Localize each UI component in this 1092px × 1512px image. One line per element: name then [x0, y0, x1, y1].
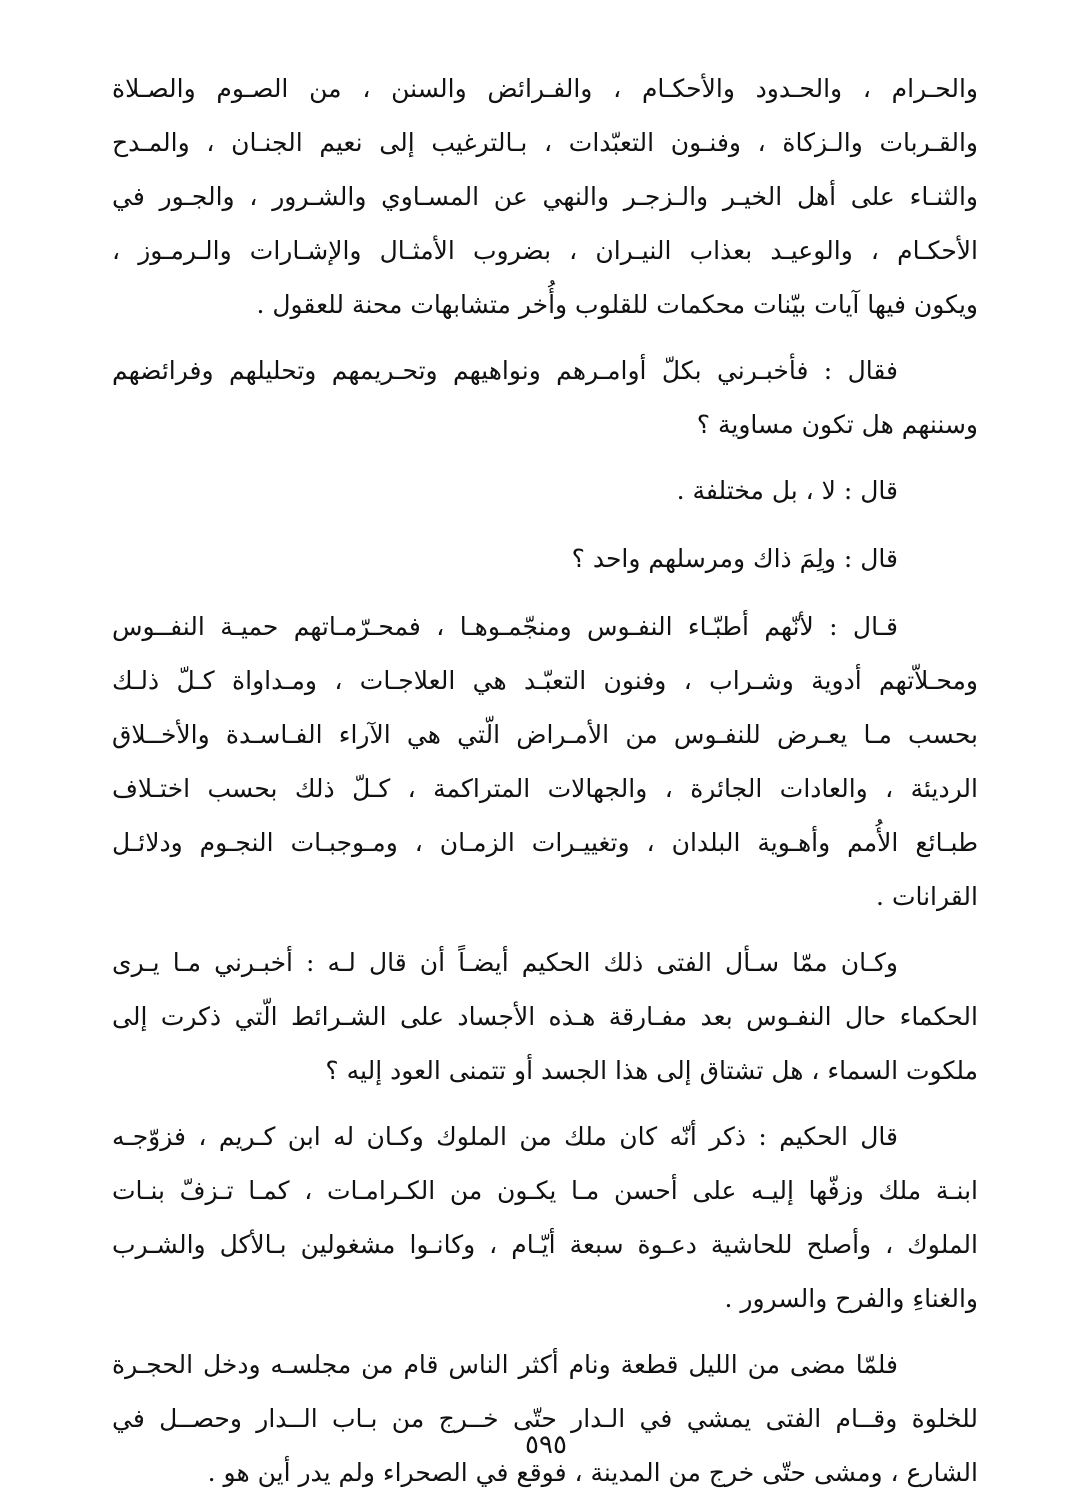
- paragraph: [112, 344, 978, 452]
- text-line: قـال : لأنّهم أطبّـاء النفـوس ومنجّمـوهـا ، فمحـرّمـاتهم حميـة النفــوس: [112, 612, 898, 641]
- paragraph: [112, 62, 978, 332]
- paragraph: [112, 1338, 978, 1500]
- text-line: طبـائع الأُمم وأهـوية البلدان ، وتغييـرات الزمـان ، ومـوجبـات النجـوم ودلائـل: [112, 828, 978, 857]
- text-line: ابنـة ملك وزفّها إليـه على أحسن مـا يكـون من الكـرامـات ، كمـا تـزفّ بنـات: [112, 1176, 978, 1205]
- text-line: وكـان ممّا سـأل الفتى ذلك الحكيم أيضـاً أن قال لـه : أخبـرني مـا يـرى: [112, 948, 898, 977]
- text-line: القرانات .: [876, 882, 978, 911]
- text-line: الحكماء حال النفـوس بعد مفـارقة هـذه الأجساد على الشـرائط الّتي ذكرت إلى: [112, 1002, 978, 1031]
- text-line: الشارع ، ومشى حتّى خرج من المدينة ، فوقع في الصحراء ولم يدر أين هو .: [207, 1458, 978, 1487]
- page-number: ٥٩٥: [525, 1430, 567, 1460]
- text-line: ويكون فيها آيات بيّنات محكمات للقلوب وأُخر متشابهات محنة للعقول .: [256, 290, 978, 319]
- text-line: ملكوت السماء ، هل تشتاق إلى هذا الجسد أو تتمنى العود إليه ؟: [325, 1056, 978, 1085]
- text-line: ومحـلاّتهم أدوية وشـراب ، وفنون التعبّـد هي العلاجـات ، ومـداواة كـلّ ذلـك: [112, 666, 978, 695]
- text-line: قال الحكيم : ذكر أنّه كان ملك من الملوك وكـان له ابن كـريم ، فزوّجـه: [112, 1122, 898, 1151]
- text-line: والقـربات والـزكاة ، وفنـون التعبّدات ، بـالترغيب إلى نعيم الجنـان ، والمـدح: [112, 128, 978, 157]
- book-page-text: [112, 62, 978, 1512]
- paragraph: [112, 600, 978, 924]
- paragraph: [112, 1110, 978, 1326]
- text-line: فقال : فأخبـرني بكلّ أوامـرهم ونواهيهم وتحـريمهم وتحليلهم وفرائضهم: [112, 356, 898, 385]
- text-line: قال : ولِمَ ذاك ومرسلهم واحد ؟: [571, 544, 898, 573]
- text-line: للخلوة وقــام الفتى يمشي في الـدار حتّى خــرج من بـاب الــدار وحصــل في: [112, 1404, 978, 1433]
- text-line: والثنـاء على أهل الخيـر والـزجـر والنهي عن المسـاوي والشـرور ، والجـور في: [112, 182, 978, 211]
- text-line: الملوك ، وأصلح للحاشية دعـوة سبعة أيّـام ، وكانـوا مشغولين بـالأكل والشـرب: [112, 1230, 978, 1259]
- text-line: والغناءِ والفرح والسرور .: [724, 1284, 978, 1313]
- paragraph: [112, 532, 978, 586]
- text-line: فلمّا مضى من الليل قطعة ونام أكثر الناس قام من مجلسـه ودخل الحجـرة: [112, 1350, 898, 1379]
- text-line: الرديئة ، والعادات الجائرة ، والجهالات المتراكمة ، كـلّ ذلك بحسب اختـلاف: [112, 774, 978, 803]
- text-line: وسننهم هل تكون مساوية ؟: [696, 410, 978, 439]
- paragraph: [112, 464, 978, 518]
- text-line: والحـرام ، والحـدود والأحكـام ، والفـرائض والسنن ، من الصـوم والصـلاة: [112, 74, 978, 103]
- text-line: قال : لا ، بل مختلفة .: [676, 476, 898, 505]
- paragraph: [112, 936, 978, 1098]
- text-line: بحسب مـا يعـرض للنفـوس من الأمـراض الّتي هي الآراء الفـاسـدة والأخــلاق: [112, 720, 978, 749]
- text-line: الأحكـام ، والوعيـد بعذاب النيـران ، بضروب الأمثـال والإشـارات والـرمـوز ،: [112, 236, 978, 265]
